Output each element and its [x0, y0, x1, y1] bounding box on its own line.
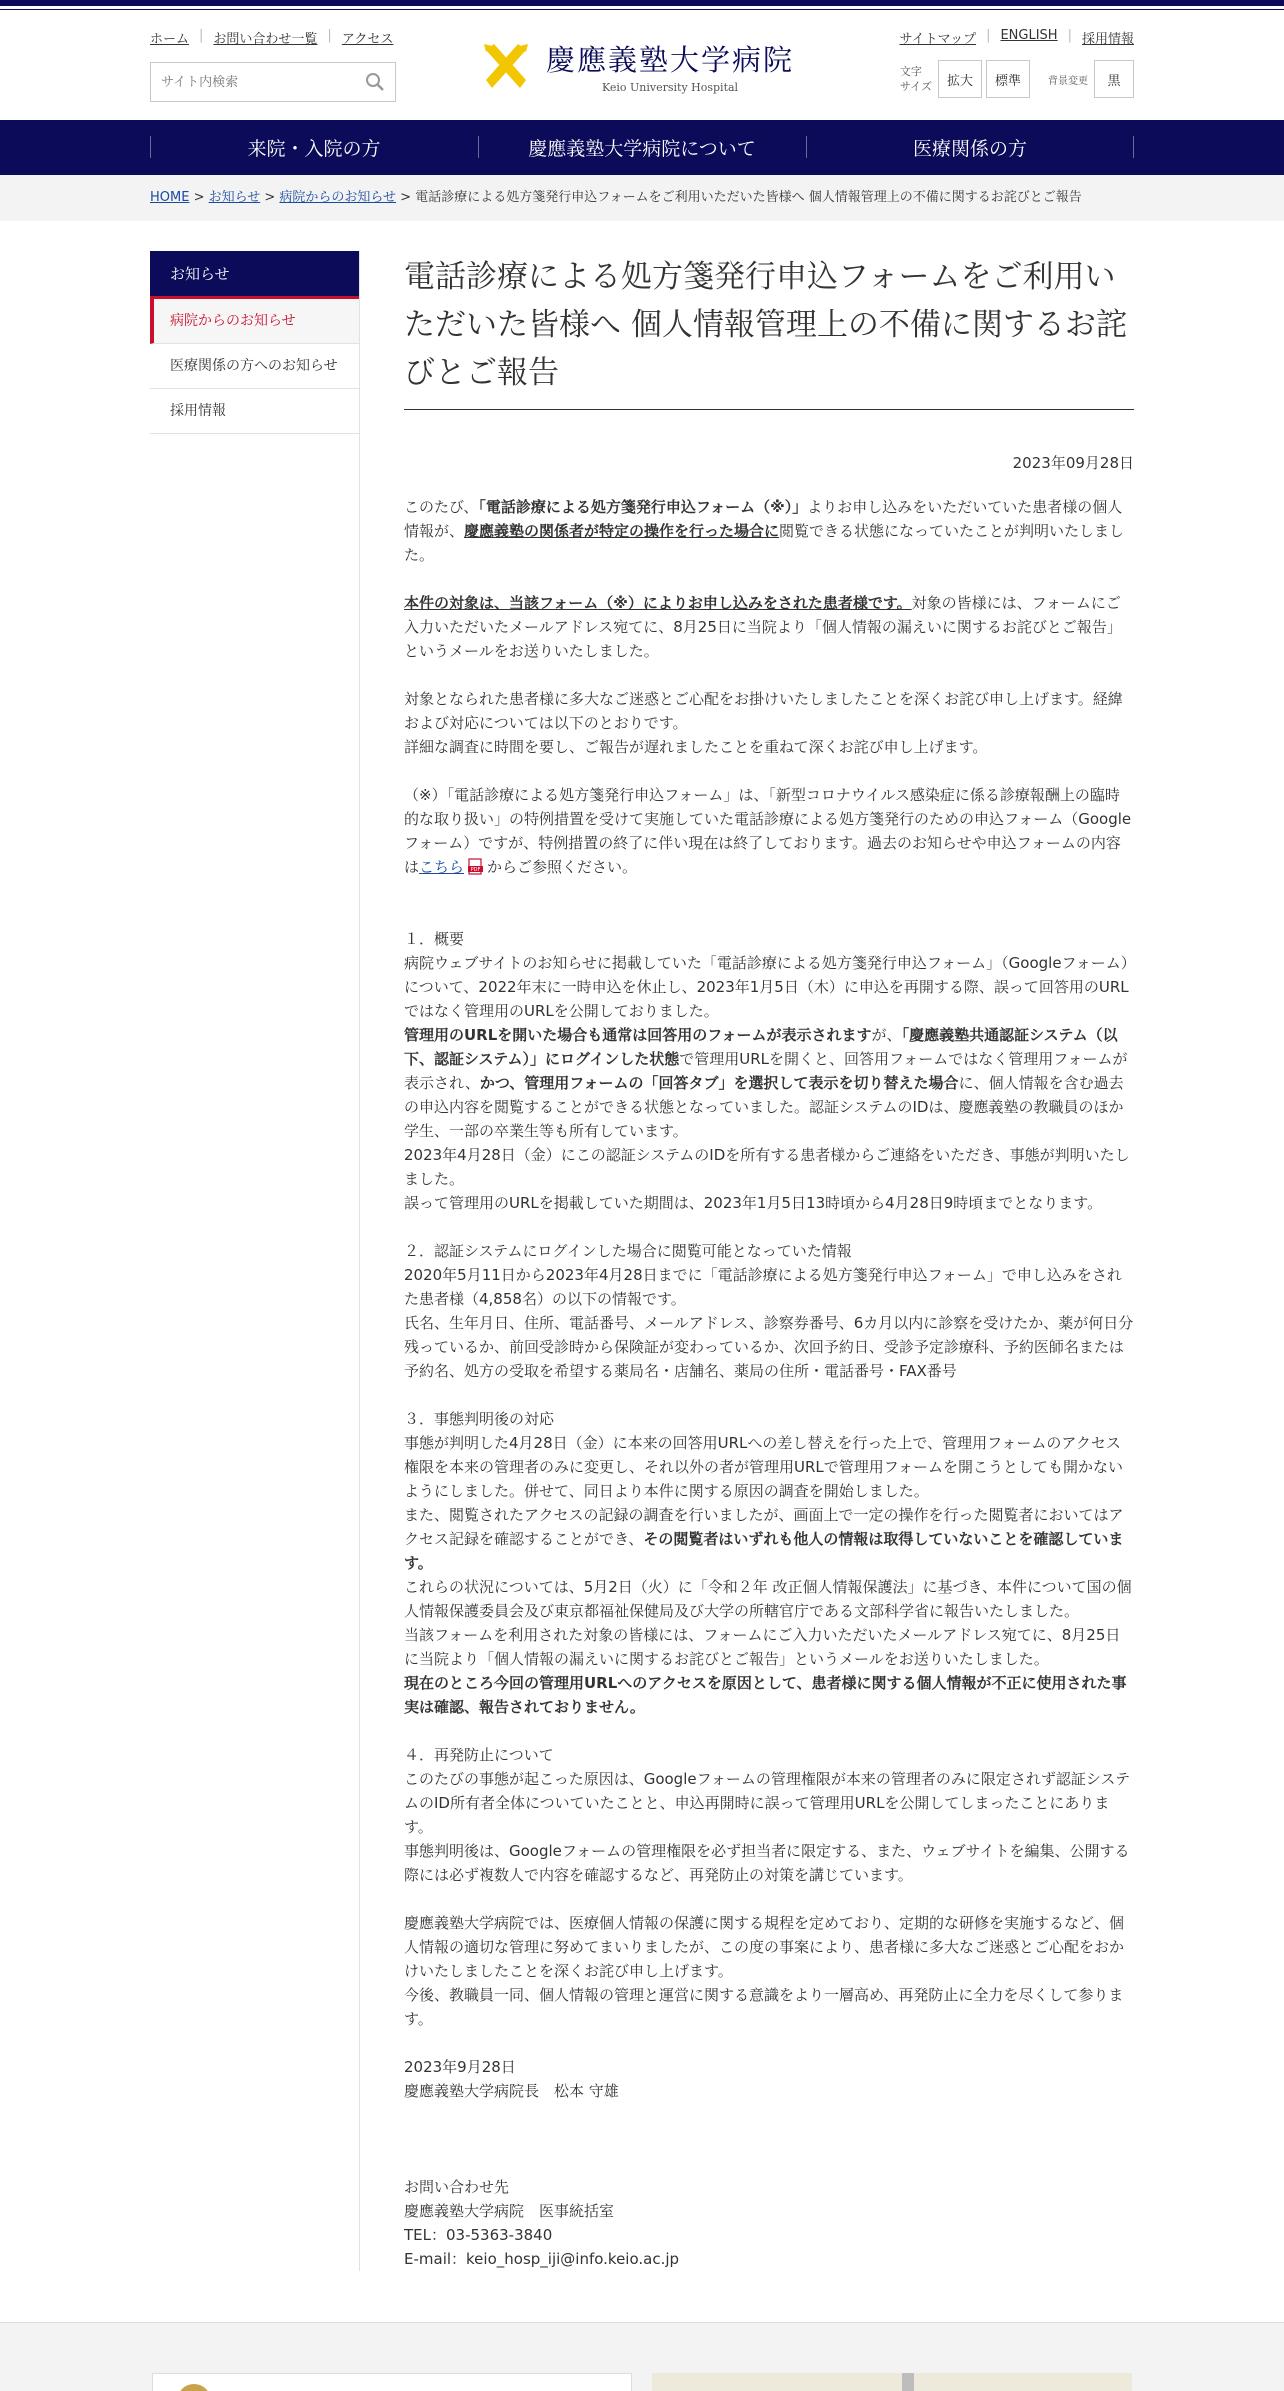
sidebar-title[interactable]: お知らせ: [150, 251, 359, 299]
spacer: [404, 2151, 1134, 2175]
background-black-button[interactable]: 黒: [1094, 60, 1134, 98]
spacer: [404, 663, 1134, 687]
text-bold: 管理用のURLを開いた場合も通常は回答用のフォームが表示されます: [404, 1026, 872, 1044]
spacer: [404, 1719, 1134, 1743]
breadcrumb: [0, 175, 1284, 221]
contact-org: 慶應義塾大学病院 医事統括室: [404, 2202, 615, 2220]
text: からご参照ください。: [487, 858, 638, 876]
text: このたび、: [404, 498, 479, 516]
paragraph-intro: [404, 495, 1134, 567]
text: が、: [871, 1026, 902, 1044]
response-p3: これらの状況については、5月2日（火）に「令和２年 改正個人情報保護法」に基づき、本件について国の個人情報保護委員会及び東京都福祉保健局及び大学の所轄官庁である文部科学省に報告いたしました。: [404, 1578, 1132, 1620]
spacer: [404, 1215, 1134, 1239]
signature-name: 慶應義塾大学病院長 松本 守雄: [404, 2082, 619, 2100]
separator: |: [986, 28, 991, 43]
overview-p1: 病院ウェブサイトのお知らせに掲載していた「電話診療による処方箋発行申込フォーム」（Googleフォーム）について、2022年末に一時申込を休止し、2023年1月5日（木）に申込を再開する際、誤って回答用のURLではなく管理用のURLを公開しておりました。: [404, 954, 1129, 1020]
prevention-p1: このたびの事態が起こった原因は、Googleフォームの管理権限が本来の管理者のみに限定されず認証システムのID所有者全体についていたことと、申込再開時に誤って管理用URLを公開してしまったことにあります。: [404, 1770, 1131, 1836]
text-bold: 現在のところ今回の管理用URLへのアクセスを原因として、患者様に関する個人情報が不正に使用された事実は確認、報告されておりません。: [404, 1674, 1127, 1716]
signature-date: 2023年9月28日: [404, 2058, 516, 2076]
recruit-link[interactable]: 採用情報: [1081, 32, 1134, 47]
paragraph-note: [404, 783, 1134, 879]
page-title: 電話診療による処方箋発行申込フォームをご利用いただいた皆様へ 個人情報管理上の不備に関するお詫びとご報告: [404, 253, 1134, 410]
sitemap-link[interactable]: サイトマップ: [899, 32, 977, 47]
footer-map[interactable]: [652, 2373, 1132, 2391]
spacer: [404, 879, 1134, 903]
logo-subtitle: Keio University Hospital: [601, 81, 739, 94]
spacer: [404, 2031, 1134, 2055]
site-search: [150, 62, 396, 102]
access-link[interactable]: アクセス: [341, 32, 394, 47]
english-link[interactable]: ENGLISH: [1000, 28, 1058, 43]
breadcrumb-news[interactable]: お知らせ: [208, 190, 261, 205]
spacer: [404, 567, 1134, 591]
prevention-p2: 事態判明後は、Googleフォームの管理権限を必ず担当者に限定する、また、ウェブサイトを編集、公開する際には必ず複数人で内容を確認するなど、再発防止の対策を講じています。: [404, 1842, 1130, 1884]
response-p4: 当該フォームを利用された対象の皆様には、フォームにご入力いただいたメールアドレス宛てに、8月25日に当院より「個人情報の漏えいに関するお詫びとご報告」というメールをお送りいたしました。: [404, 1626, 1121, 1668]
closing-p1: 慶應義塾大学病院では、医療個人情報の保護に関する規程を定めており、定期的な研修を実施するなど、個人情報の適切な管理に努めてまいりましたが、この度の事案により、患者様に多大なご迷惑とご心配をおかけいたしましたことを深くお詫び申し上げます。: [404, 1914, 1125, 1980]
footer-card-left: [152, 2373, 632, 2391]
sidebar-item-recruit[interactable]: 採用情報: [150, 389, 359, 434]
svg-text:PDF: PDF: [470, 867, 481, 873]
text: （※）「電話診療による処方箋発行申込フォーム」は、「新型コロナウイルス感染症に係る診療報酬上の臨時的な取り扱い」の特例措置を受けて実施していた電話診療による処方箋発行のための申込フォーム（Googleフォーム）ですが、特例措置の終了に伴い現在は終了しております。過去のお知らせや申込フォームの内容は: [404, 786, 1132, 876]
gnav-about[interactable]: 慶應義塾大学病院について: [478, 120, 806, 175]
breadcrumb-sep: >: [396, 190, 416, 205]
breadcrumb-current: 電話診療による処方箋発行申込フォームをご利用いただいた皆様へ 個人情報管理上の不備に関するお詫びとご報告: [415, 190, 1082, 205]
logo-text: [546, 38, 794, 94]
section-title-response: ３．事態判明後の対応: [404, 1410, 555, 1428]
font-enlarge-button[interactable]: 拡大: [938, 60, 982, 98]
contact-email: E-mail：keio_hosp_iji@info.keio.ac.jp: [404, 2250, 680, 2268]
section-title-prevention: ４．再発防止について: [404, 1746, 554, 1764]
paragraph-apology-2: 詳細な調査に時間を要し、ご報告が遅れましたことを重ねて深くお詫び申し上げます。: [404, 738, 988, 756]
footer-emblem-icon: [177, 2384, 211, 2391]
search-input[interactable]: [161, 75, 351, 90]
sidebar-item-medical-news[interactable]: 医療関係の方へのお知らせ: [150, 344, 359, 389]
section-title-overview: １．概要: [404, 930, 465, 948]
global-nav: [0, 120, 1284, 175]
contact-list-link[interactable]: お問い合わせ一覧: [213, 32, 318, 47]
background-change-label: 背景変更: [1048, 75, 1088, 87]
sidebar: [150, 251, 360, 2271]
spacer: [404, 1887, 1134, 1911]
logo-name: 慶應義塾大学病院: [546, 43, 795, 77]
accessibility-tools: [900, 60, 1134, 98]
text-bold: かつ、管理用フォームの「回答タブ」を選択して表示を切り替えた場合: [479, 1074, 959, 1092]
page-content: [150, 251, 1134, 2271]
separator: |: [199, 28, 204, 43]
gnav-medical[interactable]: 医療関係の方: [806, 120, 1134, 175]
map-road: [902, 2373, 914, 2391]
home-link[interactable]: ホーム: [150, 32, 190, 47]
section-title-info: ２．認証システムにログインした場合に閲覧可能となっていた情報: [404, 1242, 852, 1260]
global-nav-list: [150, 120, 1134, 175]
spacer: [404, 759, 1134, 783]
response-p2: [404, 1503, 1134, 1575]
separator: |: [1067, 28, 1072, 43]
overview-p2: [404, 1023, 1134, 1143]
overview-p4: 誤って管理用のURLを掲載していた期間は、2023年1月5日13時頃から4月28日9時頃までとなります。: [404, 1194, 1103, 1212]
paragraph-target: [404, 591, 1134, 663]
spacer: [404, 2103, 1134, 2127]
response-p5: [404, 1671, 1134, 1719]
hospital-logo[interactable]: [480, 38, 794, 94]
search-icon[interactable]: [365, 72, 385, 92]
breadcrumb-home[interactable]: HOME: [150, 190, 190, 205]
response-p1: 事態が判明した4月28日（金）に本来の回答用URLへの差し替えを行った上で、管理用フォームのアクセス権限を本来の管理者のみに変更し、それ以外の者が管理用URLで管理用フォームを開こうとしても開かないようにしました。併せて、同日より本件に関する原因の調査を開始しました。: [404, 1434, 1124, 1500]
spacer: [404, 903, 1134, 927]
breadcrumb-hospital-news[interactable]: 病院からのお知らせ: [279, 190, 397, 205]
utility-nav-left: [150, 28, 393, 47]
closing-p2: 今後、教職員一同、個人情報の管理と運営に関する意識をより一層高め、再発防止に全力を尽くして参ります。: [404, 1986, 1124, 2028]
pen-emblem-icon: [480, 40, 532, 92]
text-bold: その閲覧者はいずれも他人の情報は取得していないことを確認しています。: [404, 1530, 1124, 1572]
spacer: [404, 1383, 1134, 1407]
text-bold-underline: 本件の対象は、当該フォーム（※）によりお申し込みをされた患者様です。: [404, 594, 912, 612]
separator: |: [327, 28, 332, 43]
text: に、個人情報を含む過去の申込内容を閲覧することができる状態となっていました。認証システムのIDは、慶應義塾の教職員のほか学生、一部の卒業生等も所有しています。: [404, 1074, 1124, 1140]
publish-date: 2023年09月28日: [1012, 454, 1134, 472]
text: よりお申し込みをいただいていた患者様の個人情報が、: [404, 498, 1123, 540]
breadcrumb-sep: >: [260, 190, 280, 205]
text-bold: 「電話診療による処方箋発行申込フォーム（※）」: [478, 498, 808, 516]
contact-title: お問い合わせ先: [404, 2178, 510, 2196]
contact-tel: TEL：03-5363-3840: [404, 2226, 553, 2244]
text-bold: 「慶應義塾共通認証システム（以下、認証システム）」にログインした状態: [404, 1026, 1118, 1068]
font-standard-button[interactable]: 標準: [986, 60, 1030, 98]
info-p2: 氏名、生年月日、住所、電話番号、メールアドレス、診察券番号、6カ月以内に診察を受けたか、薬が何日分残っているか、前回受診時から保険証が変わっているか、次回予約日、受診予定診療科、予約医師名または予約名、処方の受取を希望する薬局名・店舗名、薬局の住所・電話番号・FAX番号: [404, 1314, 1134, 1380]
utility-nav-right: [900, 28, 1135, 47]
text: 対象の皆様には、フォームにご入力いただいたメールアドレス宛てに、8月25日に当院より「個人情報の漏えいに関するお詫びとご報告」というメールをお送りいたしました。: [404, 594, 1122, 660]
font-size-label-line1: 文字: [899, 65, 922, 78]
spacer: [404, 2127, 1134, 2151]
footer: [0, 2322, 1284, 2391]
text-bold-underline: 慶應義塾の関係者が特定の操作を行った場合に: [464, 522, 780, 540]
paragraph-apology: 対象となられた患者様に多大なご迷惑とご心配をお掛けいたしましたことを深くお詫び申し上げます。経緯および対応については以下のとおりです。: [404, 690, 1123, 732]
reference-link[interactable]: こちら: [419, 858, 465, 876]
info-p1: 2020年5月11日から2023年4月28日までに「電話診療による処方箋発行申込フォーム」で申し込みをされた患者様（4,858名）の以下の情報です。: [404, 1266, 1122, 1308]
font-size-label-line2: サイズ: [899, 80, 932, 93]
text: で管理用URLを開くと、回答用フォームではなく管理用フォームが表示され、: [404, 1050, 1128, 1092]
breadcrumb-inner: [150, 175, 1134, 221]
site-header: [150, 10, 1134, 120]
breadcrumb-sep: >: [189, 190, 209, 205]
article: [404, 251, 1134, 2271]
pdf-icon[interactable]: [468, 858, 483, 875]
article-body: [404, 495, 1134, 2271]
text: 閲覧できる状態になっていたことが判明いたしました。: [404, 522, 1125, 564]
sidebar-item-hospital-news[interactable]: 病院からのお知らせ: [150, 299, 359, 344]
gnav-visitors[interactable]: 来院・入院の方: [150, 120, 478, 175]
font-size-label: [900, 64, 932, 94]
overview-p3: 2023年4月28日（金）にこの認証システムのIDを所有する患者様からご連絡をいただき、事態が判明いたしました。: [404, 1146, 1130, 1188]
text: また、閲覧されたアクセスの記録の調査を行いましたが、画面上で一定の操作を行った閲覧者においてはアクセス記録を確認することができ、: [404, 1506, 1124, 1548]
